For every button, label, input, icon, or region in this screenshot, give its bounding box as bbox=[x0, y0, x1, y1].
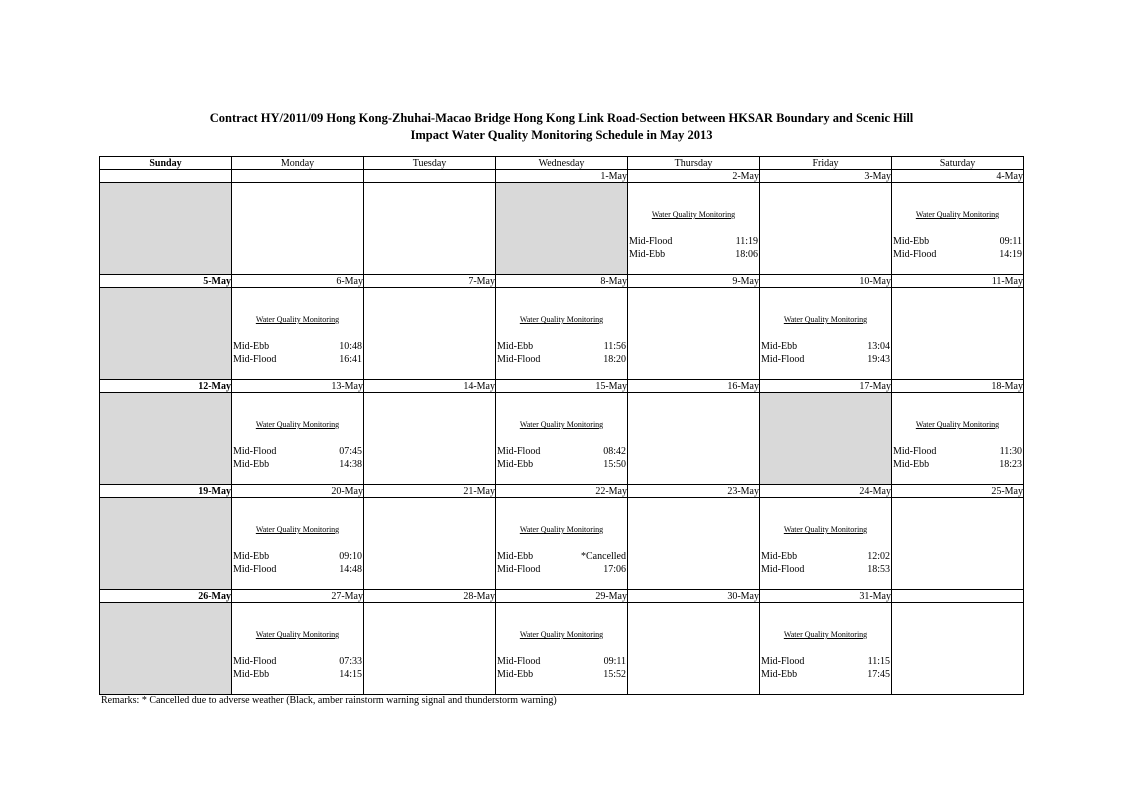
monitoring-calendar bbox=[99, 156, 1024, 695]
tide-label: Mid-Ebb bbox=[233, 459, 270, 470]
day-cell bbox=[760, 288, 892, 380]
schedule-row bbox=[100, 288, 1024, 380]
tide-label: Mid-Flood bbox=[233, 354, 277, 365]
tide-time: 11:15 bbox=[867, 656, 890, 667]
date-cell: 4-May bbox=[892, 170, 1024, 183]
tide-time: 15:50 bbox=[603, 459, 626, 470]
tide-time: 17:06 bbox=[603, 564, 626, 575]
tide-time: 18:20 bbox=[603, 354, 626, 365]
tide-slot bbox=[232, 341, 363, 353]
day-cell bbox=[364, 603, 496, 695]
tide-label: Mid-Flood bbox=[497, 564, 541, 575]
tide-slot bbox=[232, 551, 363, 563]
tide-slot bbox=[760, 656, 891, 668]
tide-time: 14:15 bbox=[339, 669, 362, 680]
tide-label: Mid-Flood bbox=[761, 354, 805, 365]
monitoring-heading: Water Quality Monitoring bbox=[783, 525, 868, 534]
tide-label: Mid-Ebb bbox=[761, 551, 798, 562]
date-cell: 8-May bbox=[496, 275, 628, 288]
day-cell bbox=[496, 393, 628, 485]
tide-label: Mid-Ebb bbox=[233, 341, 270, 352]
document-subtitle: Impact Water Quality Monitoring Schedule in May 2013 bbox=[410, 128, 713, 142]
day-cell bbox=[496, 288, 628, 380]
monitoring-heading: Water Quality Monitoring bbox=[255, 315, 340, 324]
day-header-thursday: Thursday bbox=[628, 157, 760, 170]
tide-time: 14:38 bbox=[339, 459, 362, 470]
monitoring-heading: Water Quality Monitoring bbox=[651, 210, 736, 219]
date-cell: 7-May bbox=[364, 275, 496, 288]
date-cell: 2-May bbox=[628, 170, 760, 183]
day-cell bbox=[760, 183, 892, 275]
tide-time: 09:11 bbox=[603, 656, 626, 667]
day-cell bbox=[628, 183, 760, 275]
day-cell bbox=[364, 288, 496, 380]
tide-time: 18:23 bbox=[999, 459, 1022, 470]
day-header-sunday: Sunday bbox=[100, 157, 232, 170]
non-working-day-cell bbox=[100, 603, 232, 695]
tide-label: Mid-Flood bbox=[893, 446, 937, 457]
tide-slot bbox=[628, 236, 759, 248]
day-cell bbox=[364, 498, 496, 590]
date-cell: 25-May bbox=[892, 485, 1024, 498]
date-row bbox=[100, 485, 1024, 498]
tide-slot bbox=[892, 446, 1023, 458]
schedule-row bbox=[100, 183, 1024, 275]
monitoring-heading: Water Quality Monitoring bbox=[783, 630, 868, 639]
day-cell bbox=[892, 498, 1024, 590]
tide-label: Mid-Flood bbox=[497, 354, 541, 365]
date-cell: 29-May bbox=[496, 590, 628, 603]
tide-time: 14:48 bbox=[339, 564, 362, 575]
tide-time: 10:48 bbox=[339, 341, 362, 352]
tide-label: Mid-Flood bbox=[497, 656, 541, 667]
day-cell bbox=[496, 603, 628, 695]
schedule-row bbox=[100, 498, 1024, 590]
date-cell: 23-May bbox=[628, 485, 760, 498]
tide-slot bbox=[496, 551, 627, 563]
document-title: Contract HY/2011/09 Hong Kong-Zhuhai-Macao Bridge Hong Kong Link Road-Section between HKSAR Boundary and Scenic Hill bbox=[209, 111, 914, 125]
date-cell: 11-May bbox=[892, 275, 1024, 288]
tide-time: 19:43 bbox=[867, 354, 890, 365]
day-cell bbox=[892, 603, 1024, 695]
remarks-note: Remarks: * Cancelled due to adverse weather (Black, amber rainstorm warning signal and thunderstorm warning) bbox=[101, 695, 557, 706]
date-row bbox=[100, 275, 1024, 288]
day-cell bbox=[628, 288, 760, 380]
monitoring-heading: Water Quality Monitoring bbox=[255, 630, 340, 639]
tide-slot bbox=[496, 341, 627, 353]
tide-slot bbox=[232, 354, 363, 366]
date-row bbox=[100, 380, 1024, 393]
date-cell bbox=[892, 590, 1024, 603]
tide-slot bbox=[232, 656, 363, 668]
day-cell bbox=[232, 603, 364, 695]
monitoring-heading: Water Quality Monitoring bbox=[255, 420, 340, 429]
tide-slot bbox=[892, 249, 1023, 261]
tide-time: 11:30 bbox=[999, 446, 1022, 457]
tide-time: 11:56 bbox=[603, 341, 626, 352]
date-cell: 20-May bbox=[232, 485, 364, 498]
date-row bbox=[100, 170, 1024, 183]
tide-label: Mid-Flood bbox=[761, 564, 805, 575]
date-cell: 27-May bbox=[232, 590, 364, 603]
tide-label: Mid-Flood bbox=[497, 446, 541, 457]
date-cell: 22-May bbox=[496, 485, 628, 498]
tide-label: Mid-Ebb bbox=[629, 249, 666, 260]
tide-label: Mid-Flood bbox=[233, 656, 277, 667]
day-header-tuesday: Tuesday bbox=[364, 157, 496, 170]
schedule-row bbox=[100, 393, 1024, 485]
tide-slot bbox=[760, 354, 891, 366]
non-working-day-cell bbox=[760, 393, 892, 485]
tide-slot bbox=[496, 459, 627, 471]
monitoring-heading: Water Quality Monitoring bbox=[255, 525, 340, 534]
monitoring-heading: Water Quality Monitoring bbox=[519, 315, 604, 324]
date-cell: 1-May bbox=[496, 170, 628, 183]
non-working-day-cell bbox=[100, 393, 232, 485]
date-cell: 21-May bbox=[364, 485, 496, 498]
date-cell: 12-May bbox=[100, 380, 232, 393]
tide-label: Mid-Flood bbox=[893, 249, 937, 260]
date-cell: 18-May bbox=[892, 380, 1024, 393]
tide-time: 08:42 bbox=[603, 446, 626, 457]
tide-slot bbox=[496, 564, 627, 576]
date-cell: 28-May bbox=[364, 590, 496, 603]
date-cell: 9-May bbox=[628, 275, 760, 288]
date-cell: 14-May bbox=[364, 380, 496, 393]
tide-slot bbox=[232, 564, 363, 576]
tide-time: 15:52 bbox=[603, 669, 626, 680]
tide-time: 18:53 bbox=[867, 564, 890, 575]
day-cell bbox=[496, 498, 628, 590]
date-cell bbox=[100, 170, 232, 183]
date-cell: 5-May bbox=[100, 275, 232, 288]
day-cell bbox=[364, 183, 496, 275]
day-header-friday: Friday bbox=[760, 157, 892, 170]
tide-slot bbox=[232, 446, 363, 458]
tide-slot bbox=[892, 236, 1023, 248]
calendar-weeks bbox=[100, 170, 1024, 695]
monitoring-heading: Water Quality Monitoring bbox=[915, 420, 1000, 429]
tide-time: 17:45 bbox=[867, 669, 890, 680]
day-cell bbox=[364, 393, 496, 485]
day-cell bbox=[628, 393, 760, 485]
monitoring-heading: Water Quality Monitoring bbox=[915, 210, 1000, 219]
date-cell bbox=[232, 170, 364, 183]
date-cell: 26-May bbox=[100, 590, 232, 603]
tide-label: Mid-Ebb bbox=[761, 669, 798, 680]
tide-time: 16:41 bbox=[339, 354, 362, 365]
date-cell: 13-May bbox=[232, 380, 364, 393]
tide-slot bbox=[496, 656, 627, 668]
tide-label: Mid-Flood bbox=[761, 656, 805, 667]
tide-label: Mid-Ebb bbox=[233, 669, 270, 680]
tide-time: 12:02 bbox=[867, 551, 890, 562]
tide-slot bbox=[496, 669, 627, 681]
day-cell bbox=[892, 183, 1024, 275]
date-cell: 19-May bbox=[100, 485, 232, 498]
non-working-day-cell bbox=[496, 183, 628, 275]
tide-label: Mid-Ebb bbox=[497, 669, 534, 680]
date-cell: 6-May bbox=[232, 275, 364, 288]
day-cell bbox=[232, 183, 364, 275]
tide-label: Mid-Flood bbox=[629, 236, 673, 247]
monitoring-heading: Water Quality Monitoring bbox=[519, 630, 604, 639]
tide-time: 13:04 bbox=[867, 341, 890, 352]
tide-time: 18:06 bbox=[735, 249, 758, 260]
day-cell bbox=[232, 498, 364, 590]
tide-slot bbox=[892, 459, 1023, 471]
tide-time: 07:45 bbox=[339, 446, 362, 457]
tide-time: 07:33 bbox=[339, 656, 362, 667]
tide-label: Mid-Ebb bbox=[761, 341, 798, 352]
tide-time: 14:19 bbox=[999, 249, 1022, 260]
monitoring-heading: Water Quality Monitoring bbox=[519, 525, 604, 534]
date-row bbox=[100, 590, 1024, 603]
tide-label: Mid-Ebb bbox=[893, 236, 930, 247]
tide-time: 11:19 bbox=[735, 236, 758, 247]
date-cell bbox=[364, 170, 496, 183]
date-cell: 10-May bbox=[760, 275, 892, 288]
date-cell: 31-May bbox=[760, 590, 892, 603]
tide-time: 09:11 bbox=[999, 236, 1022, 247]
tide-slot bbox=[760, 341, 891, 353]
non-working-day-cell bbox=[100, 183, 232, 275]
monitoring-heading: Water Quality Monitoring bbox=[519, 420, 604, 429]
tide-slot bbox=[496, 354, 627, 366]
day-cell bbox=[892, 393, 1024, 485]
day-cell bbox=[232, 393, 364, 485]
day-cell bbox=[760, 603, 892, 695]
day-cell bbox=[232, 288, 364, 380]
day-cell bbox=[628, 603, 760, 695]
date-cell: 16-May bbox=[628, 380, 760, 393]
day-header-monday: Monday bbox=[232, 157, 364, 170]
day-cell bbox=[892, 288, 1024, 380]
tide-slot bbox=[760, 564, 891, 576]
day-header-saturday: Saturday bbox=[892, 157, 1024, 170]
day-cell bbox=[760, 498, 892, 590]
tide-slot bbox=[628, 249, 759, 261]
day-header-wednesday: Wednesday bbox=[496, 157, 628, 170]
tide-time: *Cancelled bbox=[581, 551, 626, 562]
day-header-row bbox=[100, 157, 1024, 170]
date-cell: 17-May bbox=[760, 380, 892, 393]
non-working-day-cell bbox=[100, 498, 232, 590]
tide-label: Mid-Ebb bbox=[497, 551, 534, 562]
date-cell: 3-May bbox=[760, 170, 892, 183]
tide-slot bbox=[232, 459, 363, 471]
tide-slot bbox=[760, 669, 891, 681]
tide-label: Mid-Ebb bbox=[233, 551, 270, 562]
date-cell: 30-May bbox=[628, 590, 760, 603]
tide-label: Mid-Ebb bbox=[893, 459, 930, 470]
tide-label: Mid-Flood bbox=[233, 446, 277, 457]
day-cell bbox=[628, 498, 760, 590]
tide-label: Mid-Ebb bbox=[497, 341, 534, 352]
tide-slot bbox=[496, 446, 627, 458]
monitoring-heading: Water Quality Monitoring bbox=[783, 315, 868, 324]
tide-label: Mid-Flood bbox=[233, 564, 277, 575]
schedule-row bbox=[100, 603, 1024, 695]
tide-label: Mid-Ebb bbox=[497, 459, 534, 470]
date-cell: 24-May bbox=[760, 485, 892, 498]
tide-time: 09:10 bbox=[339, 551, 362, 562]
tide-slot bbox=[760, 551, 891, 563]
non-working-day-cell bbox=[100, 288, 232, 380]
date-cell: 15-May bbox=[496, 380, 628, 393]
tide-slot bbox=[232, 669, 363, 681]
